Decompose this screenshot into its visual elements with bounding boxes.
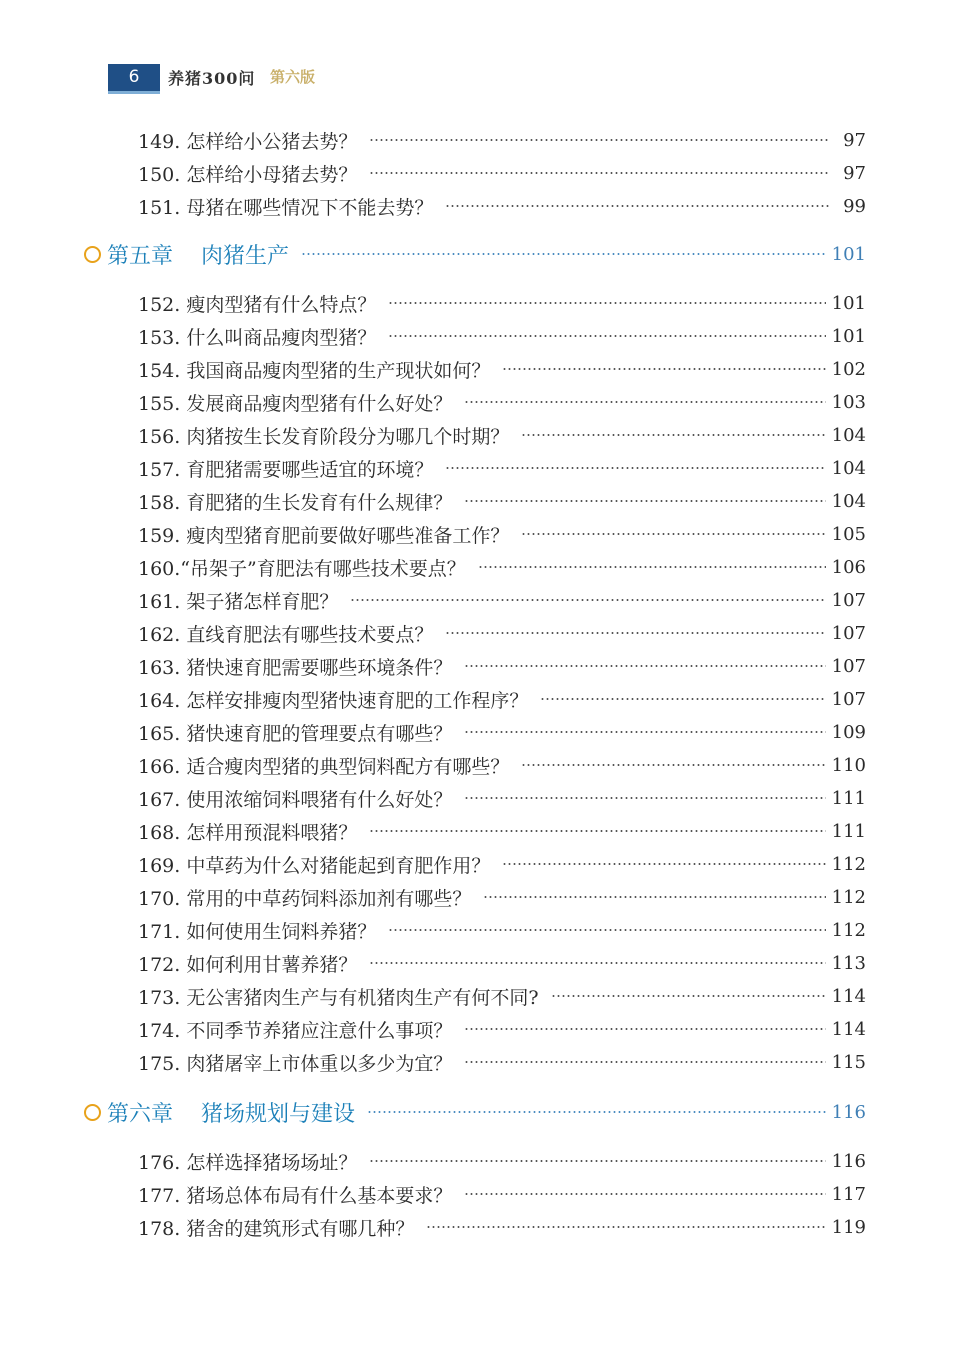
toc-entry[interactable] — [138, 1214, 866, 1240]
dot-leader — [369, 962, 825, 964]
toc-entry-page: 99 — [843, 195, 866, 217]
toc-entry[interactable] — [138, 193, 866, 219]
toc-entry[interactable] — [138, 554, 866, 580]
dot-leader — [464, 665, 825, 667]
toc-entry-page: 107 — [831, 688, 866, 710]
dot-leader — [445, 632, 825, 634]
dot-leader — [521, 533, 825, 535]
dot-leader — [464, 731, 825, 733]
toc-entry[interactable] — [138, 620, 866, 646]
toc-entry[interactable] — [138, 160, 866, 186]
dot-leader — [367, 1111, 826, 1113]
dot-leader — [388, 929, 825, 931]
toc-entry-title: 166. 适合瘦肉型猪的典型饲料配方有哪些？ — [138, 755, 510, 778]
toc-entry-page: 97 — [843, 129, 866, 151]
dot-leader — [369, 830, 825, 832]
toc-entry-page: 106 — [831, 556, 866, 578]
chapter-heading-5[interactable] — [84, 239, 866, 269]
toc-entry-title: 158. 育肥猪的生长发育有什么规律？ — [138, 491, 453, 514]
toc-entry-title: 154. 我国商品瘦肉型猪的生产现状如何？ — [138, 359, 491, 382]
dot-leader — [478, 566, 826, 568]
toc-entry-page: 112 — [831, 853, 866, 875]
chapter-title: 猪场规划与建设 — [201, 1101, 356, 1127]
toc-entry-page: 119 — [831, 1216, 866, 1238]
toc-entry-page: 101 — [831, 325, 866, 347]
dot-leader — [464, 500, 825, 502]
chapter-page: 116 — [831, 1101, 866, 1123]
toc-entry[interactable] — [138, 389, 866, 415]
toc-entry-title: 152. 瘦肉型猪有什么特点？ — [138, 293, 377, 316]
toc-entry-title: 149. 怎样给小公猪去势？ — [138, 130, 358, 153]
toc-entry[interactable] — [138, 1148, 866, 1174]
dot-leader — [445, 467, 825, 469]
toc-entry-page: 111 — [831, 787, 866, 809]
toc-entry-page: 107 — [831, 655, 866, 677]
toc-entry[interactable] — [138, 752, 866, 778]
toc-entry-title: 178. 猪舍的建筑形式有哪几种？ — [138, 1217, 415, 1240]
toc-entry-title: 173. 无公害猪肉生产与有机猪肉生产有何不同? — [138, 986, 539, 1009]
dot-leader — [388, 302, 825, 304]
toc-entry-page: 104 — [831, 424, 866, 446]
dot-leader — [483, 896, 825, 898]
toc-entry-title: 164. 怎样安排瘦肉型猪快速育肥的工作程序？ — [138, 689, 529, 712]
dot-leader — [521, 764, 825, 766]
chapter-title: 肉猪生产 — [201, 243, 290, 269]
toc-entry[interactable] — [138, 323, 866, 349]
chapter-number: 第六章 — [107, 1101, 174, 1127]
toc-entry-page: 104 — [831, 457, 866, 479]
toc-entry-title: 151. 母猪在哪些情况下不能去势？ — [138, 196, 434, 219]
toc-entry[interactable] — [138, 422, 866, 448]
toc-entry[interactable] — [138, 653, 866, 679]
toc-entry[interactable] — [138, 488, 866, 514]
toc-entry-page: 107 — [831, 589, 866, 611]
page-number: 6 — [108, 64, 160, 94]
toc-entry[interactable] — [138, 455, 866, 481]
toc-entry[interactable] — [138, 851, 866, 877]
chapter-circle-icon — [84, 1104, 101, 1121]
toc-entry[interactable] — [138, 785, 866, 811]
toc-entry-title: 163. 猪快速育肥需要哪些环境条件？ — [138, 656, 453, 679]
toc-entry-page: 112 — [831, 919, 866, 941]
edition-label: 第六版 — [270, 68, 316, 86]
toc-entry-page: 112 — [831, 886, 866, 908]
dot-leader — [551, 995, 826, 997]
toc-entry-title: 167. 使用浓缩饲料喂猪有什么好处？ — [138, 788, 453, 811]
toc-entry-page: 114 — [831, 1018, 866, 1040]
dot-leader — [464, 1061, 825, 1063]
toc-entry-title: 176. 怎样选择猪场场址？ — [138, 1151, 358, 1174]
toc-entry-title: 175. 肉猪屠宰上市体重以多少为宜？ — [138, 1052, 453, 1075]
dot-leader — [301, 253, 826, 255]
toc-entry-title: 157. 育肥猪需要哪些适宜的环境？ — [138, 458, 434, 481]
toc-entry-page: 104 — [831, 490, 866, 512]
toc-entry-page: 110 — [831, 754, 866, 776]
toc-entry[interactable] — [138, 917, 866, 943]
dot-leader — [445, 205, 830, 207]
toc-entry-page: 102 — [831, 358, 866, 380]
toc-entry-page: 101 — [831, 292, 866, 314]
toc-entry[interactable] — [138, 950, 866, 976]
dot-leader — [521, 434, 825, 436]
dot-leader — [369, 139, 830, 141]
toc-entry-page: 115 — [831, 1051, 866, 1073]
toc-entry-title: 161. 架子猪怎样育肥？ — [138, 590, 339, 613]
toc-entry-title: 160.“吊架子”育肥法有哪些技术要点？ — [138, 557, 466, 580]
chapter-circle-icon — [84, 246, 101, 263]
toc-entry-page: 116 — [831, 1150, 866, 1172]
toc-entry-title: 162. 直线育肥法有哪些技术要点？ — [138, 623, 434, 646]
toc-entry-title: 171. 如何使用生饲料养猪？ — [138, 920, 377, 943]
toc-entry[interactable] — [138, 127, 866, 153]
toc-entry[interactable] — [138, 587, 866, 613]
dot-leader — [369, 172, 830, 174]
toc-entry-title: 155. 发展商品瘦肉型猪有什么好处？ — [138, 392, 453, 415]
dot-leader — [464, 401, 825, 403]
toc-entry[interactable] — [138, 818, 866, 844]
toc-entry[interactable] — [138, 884, 866, 910]
toc-entry[interactable] — [138, 1181, 866, 1207]
toc-entry[interactable] — [138, 983, 866, 1009]
toc-entry-title: 153. 什么叫商品瘦肉型猪？ — [138, 326, 377, 349]
toc-entry-title: 159. 瘦肉型猪育肥前要做好哪些准备工作？ — [138, 524, 510, 547]
toc-entry[interactable] — [138, 521, 866, 547]
toc-entry[interactable] — [138, 1016, 866, 1042]
toc-entry[interactable] — [138, 1049, 866, 1075]
toc-entry-title: 156. 肉猪按生长发育阶段分为哪几个时期？ — [138, 425, 510, 448]
running-header — [108, 64, 408, 94]
toc-entry-title: 174. 不同季节养猪应注意什么事项？ — [138, 1019, 453, 1042]
toc-entry-page: 97 — [843, 162, 866, 184]
toc-entry-page: 107 — [831, 622, 866, 644]
chapter-heading-6[interactable] — [84, 1097, 866, 1127]
book-title: 养猪300问 — [168, 69, 256, 88]
toc-entry-page: 105 — [831, 523, 866, 545]
toc-entry-title: 177. 猪场总体布局有什么基本要求？ — [138, 1184, 453, 1207]
toc-entry-title: 168. 怎样用预混料喂猪？ — [138, 821, 358, 844]
toc-entry-page: 113 — [831, 952, 866, 974]
dot-leader — [464, 1193, 825, 1195]
dot-leader — [388, 335, 825, 337]
toc-entry-title: 170. 常用的中草药饲料添加剂有哪些？ — [138, 887, 472, 910]
toc-entry-title: 169. 中草药为什么对猪能起到育肥作用？ — [138, 854, 491, 877]
toc-entry-title: 172. 如何利用甘薯养猪？ — [138, 953, 358, 976]
toc-entry-page: 109 — [831, 721, 866, 743]
dot-leader — [369, 1160, 825, 1162]
toc-entry[interactable] — [138, 686, 866, 712]
chapter-number: 第五章 — [107, 243, 174, 269]
toc-entry-title: 165. 猪快速育肥的管理要点有哪些？ — [138, 722, 453, 745]
dot-leader — [464, 797, 825, 799]
toc-entry[interactable] — [138, 356, 866, 382]
toc-entry-page: 103 — [831, 391, 866, 413]
toc-entry[interactable] — [138, 290, 866, 316]
dot-leader — [502, 368, 825, 370]
chapter-page: 101 — [831, 243, 866, 265]
toc-entry[interactable] — [138, 719, 866, 745]
dot-leader — [464, 1028, 825, 1030]
dot-leader — [426, 1226, 825, 1228]
dot-leader — [540, 698, 825, 700]
dot-leader — [502, 863, 825, 865]
toc-entry-page: 111 — [831, 820, 866, 842]
dot-leader — [350, 599, 825, 601]
toc-entry-page: 114 — [831, 985, 866, 1007]
toc-entry-page: 117 — [831, 1183, 866, 1205]
toc-entry-title: 150. 怎样给小母猪去势？ — [138, 163, 358, 186]
